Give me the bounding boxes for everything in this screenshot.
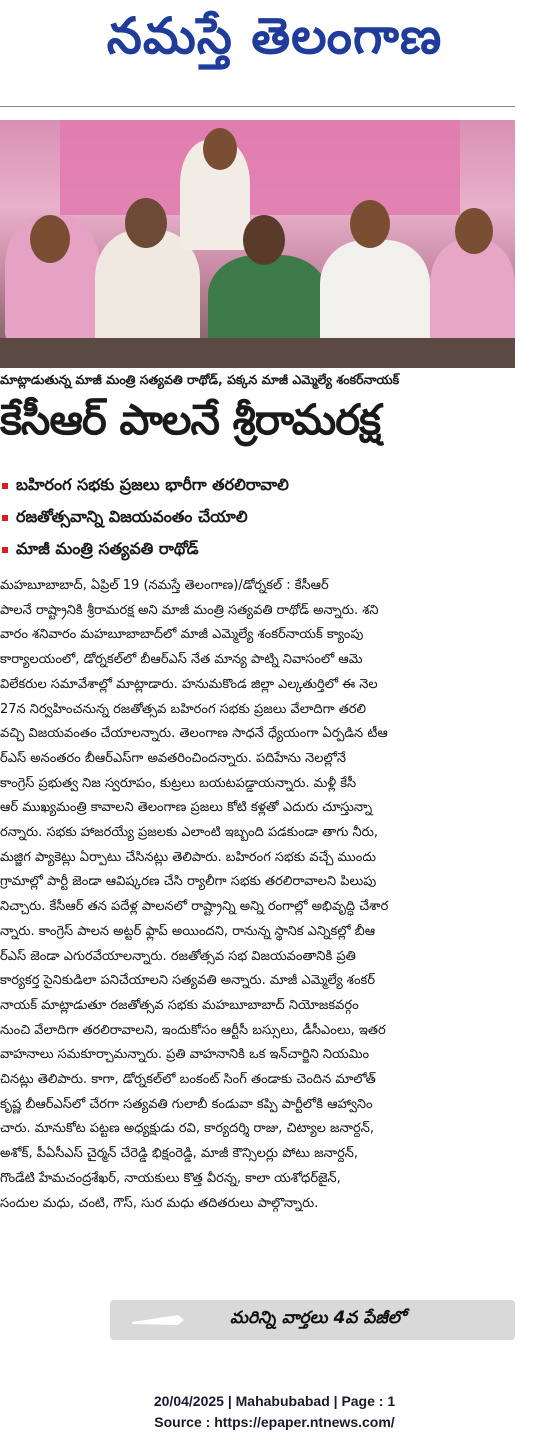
bullet-item: మాజీ మంత్రి సత్యవతి రాథోడ్ — [0, 534, 515, 566]
body-line: 27న నిర్వహించనున్న రజతోత్సవ బహిరంగ సభకు ప్రజలు వేలాదిగా తరలి — [0, 701, 367, 717]
bullet-marker-icon — [2, 483, 8, 489]
body-line: గ్రామాల్లో పార్టీ జెండా ఆవిష్కరణ చేసి ర్యాలీగా సభకు తరలిరావాలని పిలుపు — [0, 874, 377, 890]
article-body — [0, 574, 515, 1216]
photo-caption: మాట్లాడుతున్న మాజీ మంత్రి సత్యవతి రాథోడ్, పక్కన మాజీ ఎమ్మెల్యే శంకర్‌నాయక్ — [0, 372, 400, 387]
body-line: ర్‌ఎస్ అనంతరం బీఆర్‌ఎస్‌గా అవతరించిందన్నారు. పదిహేను నెలల్లోనే — [0, 750, 347, 766]
highlight-bullets — [0, 470, 515, 566]
body-line: న్నారు. కాంగ్రెస్ పాలన అట్టర్ ఫ్లాప్ అయిందని, రానున్న స్థానిక ఎన్నికల్లో బీఆ — [0, 923, 376, 939]
bullet-item: బహిరంగ సభకు ప్రజలు భారీగా తరలిరావాలి — [0, 470, 515, 502]
body-line: ఆర్ ముఖ్యమంత్రి కావాలని తెలంగాణ ప్రజలు కోటి కళ్లతో ఎదురు చూస్తున్నా — [0, 800, 373, 816]
footer-source-link[interactable]: Source : https://epaper.ntnews.com/ — [154, 1414, 395, 1430]
bullet-marker-icon — [2, 515, 8, 521]
news-photo — [0, 120, 515, 368]
continued-news-text: మరిన్ని వార్తలు 4వ పేజీలో — [230, 1308, 406, 1328]
body-line: నాయక్ మాట్లాడుతూ రజతోత్సవ సభకు మహబూబాబాద్ నియోజకవర్గం — [0, 997, 359, 1013]
arrow-icon — [110, 1300, 190, 1340]
body-line: కాంగ్రెస్ ప్రభుత్వ నిజ స్వరూపం, కుట్రలు బయటపడ్డాయన్నారు. మళ్లీ కేసీ — [0, 775, 357, 791]
body-line: కార్యకర్త సైనికుడిలా పనిచేయాలని సత్యవతి అన్నారు. మాజీ ఎమ్మెల్యే శంకర్ — [0, 973, 376, 989]
body-line: ర్‌ఎస్ జెండా ఎగురవేయాలన్నారు. రజతోత్సవ సభ విజయవంతానికి ప్రతి — [0, 948, 356, 964]
body-line: విలేకరుల సమావేశాల్లో మాట్లాడారు. హనుమకొండ జిల్లా ఎల్కతుర్తిలో ఈ నెల — [0, 676, 378, 692]
bullet-marker-icon — [2, 547, 8, 553]
body-line: సందుల మధు, చంటి, గౌస్, సుర మధు తదితరులు పాల్గొన్నారు. — [0, 1195, 319, 1211]
footer-date-page: 20/04/2025 | Mahabubabad | Page : 1 — [153, 1393, 396, 1409]
body-line: నుంచి వేలాదిగా తరలిరావాలని, ఇందుకోసం ఆర్టీసీ బస్సులు, డీసీఎంలు, ఇతర — [0, 1022, 386, 1038]
body-line: మజ్జిగ ప్యాకెట్లు ఏర్పాటు చేసినట్లు తెలిపారు. బహిరంగ సభకు వచ్చే ముందు — [0, 849, 377, 865]
masthead — [0, 0, 549, 84]
bullet-item: రజతోత్సవాన్ని విజయవంతం చేయాలి — [0, 502, 515, 534]
header-rule — [0, 106, 515, 107]
body-line: వారం శనివారం మహబూబాబాద్‌లో మాజీ ఎమ్మెల్యే శంకర్‌నాయక్ క్యాంపు — [0, 627, 364, 643]
body-line: కృష్ణ బీఆర్‌ఎస్‌లో చేరగా సత్యవతి గులాబీ కండువా కప్పి పార్టీలోకి ఆహ్వానిం — [0, 1096, 373, 1112]
body-line: అశోక్, పీఏసీఎస్ చైర్మన్ చేరెడ్డి భిక్షంరెడ్డి, మాజీ కౌన్సిలర్లు పోటు జనార్దన్, — [0, 1146, 359, 1162]
body-line: చారు. మానుకోట పట్టణ అధ్యక్షుడు రవి, కార్యదర్శి రాజు, చిట్యాల జనార్దన్, — [0, 1121, 375, 1137]
page-footer — [0, 1391, 549, 1433]
body-line: వచ్చి విజయవంతం చేయాలన్నారు. తెలంగాణ సాధనే ధ్యేయంగా ఏర్పడిన టీఆ — [0, 726, 388, 742]
body-line: చినట్లు తెలిపారు. కాగా, డోర్నకల్‌లో బంకంట్ సింగ్ తండాకు చెందిన మాలోత్ — [0, 1072, 376, 1088]
article-headline: కేసీఆర్ పాలనే శ్రీరామరక్ష — [0, 395, 381, 444]
body-line: గొండేటి హేమచంద్రశేఖర్, నాయకులు కొత్త వీరన్న, కాలా యశోధర్‌జైన్, — [0, 1170, 341, 1186]
body-line: రన్నారు. సభకు హాజరయ్యే ప్రజలకు ఎలాంటి ఇబ్బంది పడకుండా తాగు నీరు, — [0, 825, 378, 841]
body-line: నిచ్చారు. కేసీఆర్ తన పదేళ్ల పాలనలో రాష్ట్రాన్ని అన్ని రంగాల్లో అభివృద్ధి చేశార — [0, 899, 389, 915]
body-line: మహబూబాబాద్, ఏప్రిల్ 19 (నమస్తే తెలంగాణ)/డోర్నకల్ : కేసీఆర్ — [0, 578, 329, 593]
newspaper-title: నమస్తే తెలంగాణ — [106, 6, 443, 65]
body-line: కార్యాలయంలో, డోర్నకల్‌లో బీఆర్‌ఎస్ నేత మాన్య పాట్ని నివాసంలో ఆమె — [0, 652, 363, 668]
continued-news-box — [110, 1300, 515, 1340]
body-line: వాహనాలు సమకూర్చామన్నారు. ప్రతి వాహనానికి ఒక ఇన్‌చార్జిని నియమిం — [0, 1047, 370, 1063]
body-line: పాలనే రాష్ట్రానికి శ్రీరామరక్ష అని మాజీ మంత్రి సత్యవతి రాథోడ్ అన్నారు. శని — [0, 602, 379, 618]
